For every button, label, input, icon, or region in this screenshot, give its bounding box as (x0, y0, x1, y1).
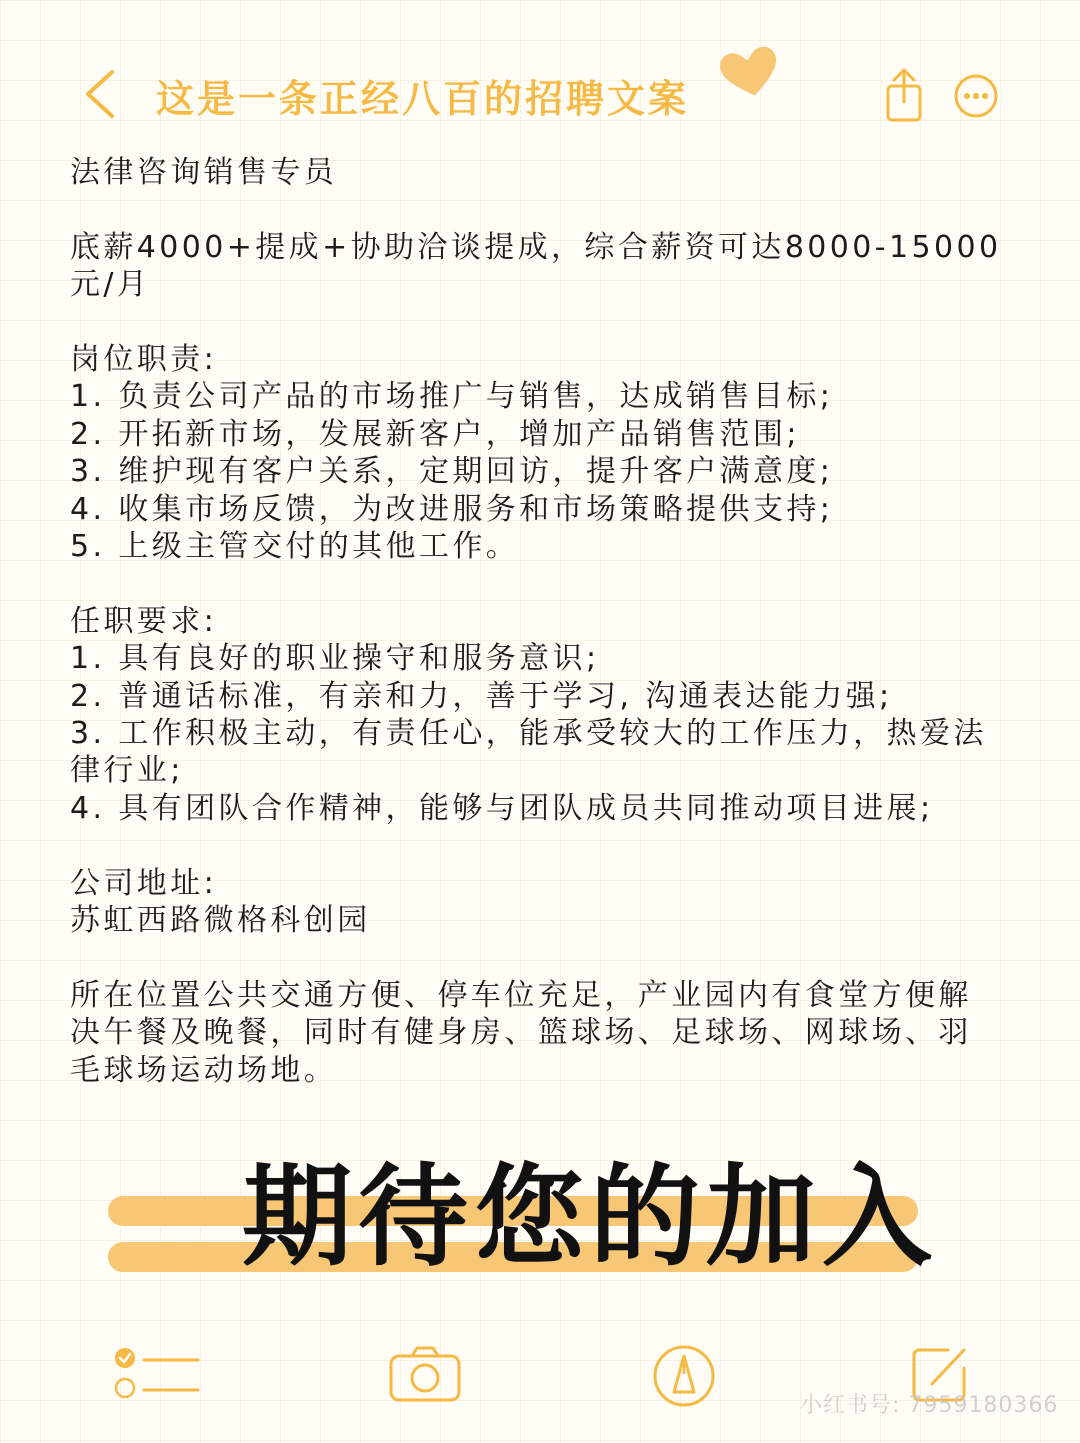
address-heading: 公司地址: (70, 865, 218, 901)
requirement-item: 1. 具有良好的职业操守和服务意识; (70, 641, 600, 677)
location-line: 所在位置公共交通方便、停车位充足，产业园内有食堂方便解 (70, 977, 972, 1013)
watermark: 小红书号: 7959180366 (800, 1393, 1059, 1418)
chevron-left-icon (78, 64, 126, 124)
location-line: 决午餐及晚餐，同时有健身房、篮球场、足球场、网球场、羽 (70, 1015, 972, 1051)
salary-line: 元/月 (70, 267, 151, 303)
duties-heading: 岗位职责: (70, 342, 218, 377)
requirement-item: 律行业; (70, 753, 184, 789)
more-icon (952, 72, 1000, 120)
top-bar (0, 0, 1080, 150)
duty-item: 1. 负责公司产品的市场推广与销售，达成销售目标; (70, 379, 834, 415)
requirement-item: 3. 工作积极主动，有责任心，能承受较大的工作压力，热爱法 (70, 716, 987, 752)
location-line: 毛球场运动场地。 (70, 1052, 338, 1088)
job-title: 法律咨询销售专员 (70, 155, 338, 190)
pen-button[interactable] (652, 1344, 716, 1408)
duty-item: 5. 上级主管交付的其他工作。 (70, 529, 520, 565)
duty-item: 4. 收集市场反馈，为改进服务和市场策略提供支持; (70, 491, 834, 527)
share-button[interactable] (880, 66, 928, 124)
pen-icon (652, 1344, 716, 1408)
back-button[interactable] (78, 64, 126, 124)
camera-button[interactable] (388, 1344, 462, 1404)
checklist-button[interactable] (112, 1348, 202, 1398)
camera-icon (388, 1344, 462, 1404)
banner-text: 期待您的加入 (242, 1153, 938, 1281)
join-us-banner (108, 1150, 938, 1290)
note-title: 这是一条正经八百的招聘文案 (156, 77, 690, 121)
note-body[interactable] (70, 154, 1010, 1089)
requirement-item: 2. 普通话标准，有亲和力，善于学习, 沟通表达能力强; (70, 678, 893, 714)
duty-item: 2. 开拓新市场，发展新客户，增加产品销售范围; (70, 416, 800, 452)
requirement-item: 4. 具有团队合作精神，能够与团队成员共同推动项目进展; (70, 790, 934, 826)
share-icon (880, 66, 928, 124)
requirements-heading: 任职要求: (70, 603, 218, 639)
address-text: 苏虹西路微格科创园 (70, 903, 371, 939)
duty-item: 3. 维护现有客户关系，定期回访，提升客户满意度; (70, 454, 834, 490)
salary-line: 底薪4000+提成+协助洽谈提成，综合薪资可达8000-15000 (70, 229, 1002, 265)
bottom-toolbar (0, 1330, 1080, 1443)
more-button[interactable] (952, 72, 1000, 120)
checklist-icon (112, 1348, 202, 1398)
heart-icon (718, 44, 782, 100)
